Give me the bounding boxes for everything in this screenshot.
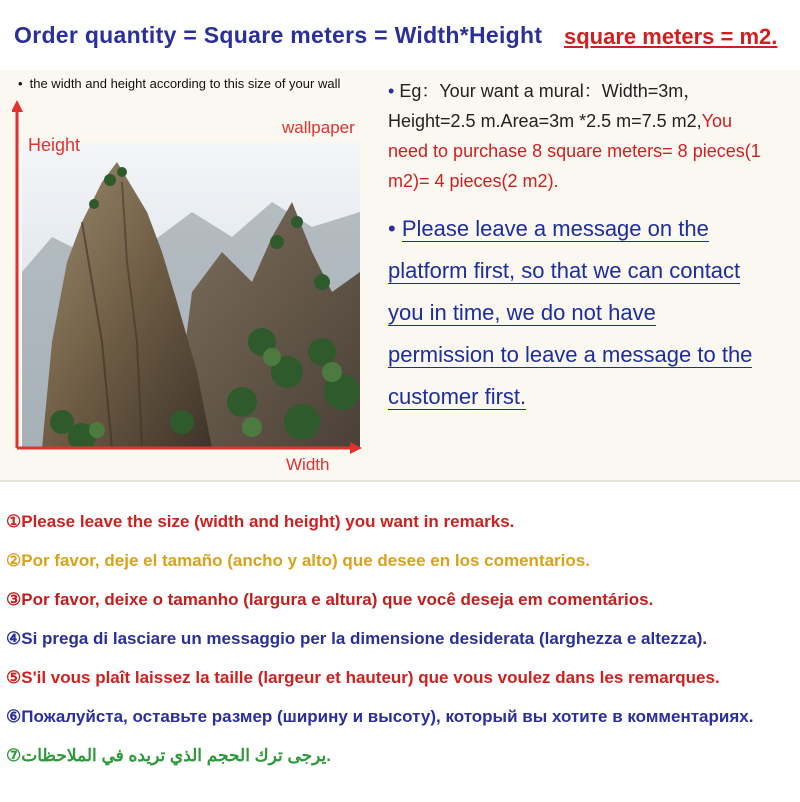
width-arrow-head [350,442,362,454]
example-line-1: • Eg：Your want a mural：Width=3m， [388,81,702,101]
message-line-1: • Please leave a message on the [388,216,709,241]
wall-size-note-text: the width and height according to this size of your wall [29,76,341,91]
bullet-dot: • [388,216,402,241]
example-text [388,76,788,196]
size-diagram [12,100,364,480]
page-title: Order quantity = Square meters = Width*Height [14,22,543,48]
example-line-2: Height=2.5 m.Area=3m *2.5 m=7.5 m2,You [388,111,733,131]
instruction-russian: ⑥Пожалуйста, оставьте размер (ширину и высоту), который вы хотите в комментариях. [6,707,754,726]
example-section [388,76,788,418]
bullet-dot: • [18,76,23,91]
message-line-2: platform first, so that we can contact [388,258,741,283]
title-unit-note: square meters = m2. [564,24,778,49]
instruction-spanish: ②Por favor, deje el tamaño (ancho y alto) que desee en los comentarios. [6,551,590,570]
wall-size-note [18,76,340,91]
message-line-3: you in time, we do not have [388,300,656,325]
instruction-portuguese: ③Por favor, deixe o tamanho (largura e altura) que você deseja em comentários. [6,590,654,609]
instruction-arabic: ⑦يرجى ترك الحجم الذي تريده في الملاحظات. [6,746,332,765]
height-arrow-head [12,100,23,112]
example-line-4: m2)= 4 pieces(2 m2). [388,171,559,191]
example-line-3: need to purchase 8 square meters= 8 pieces(1 [388,141,761,161]
instruction-english: ①Please leave the size (width and height) you want in remarks. [6,512,515,531]
instruction-italian: ④Si prega di lasciare un messaggio per la dimensione desiderata (larghezza e altezza). [6,629,708,648]
message-line-4: permission to leave a message to the [388,342,753,367]
instruction-french: ⑤S'il vous plaît laissez la taille (largeur et hauteur) que vous voulez dans les remarques. [6,668,720,687]
wallpaper-label: wallpaper [282,118,355,137]
bullet-dot: • [388,81,400,101]
multilingual-instructions [0,480,800,802]
width-label: Width [286,455,330,474]
message-line-5: customer first. [388,384,527,409]
header [0,0,800,70]
height-label: Height [28,135,81,155]
leave-message-notice [388,208,788,418]
